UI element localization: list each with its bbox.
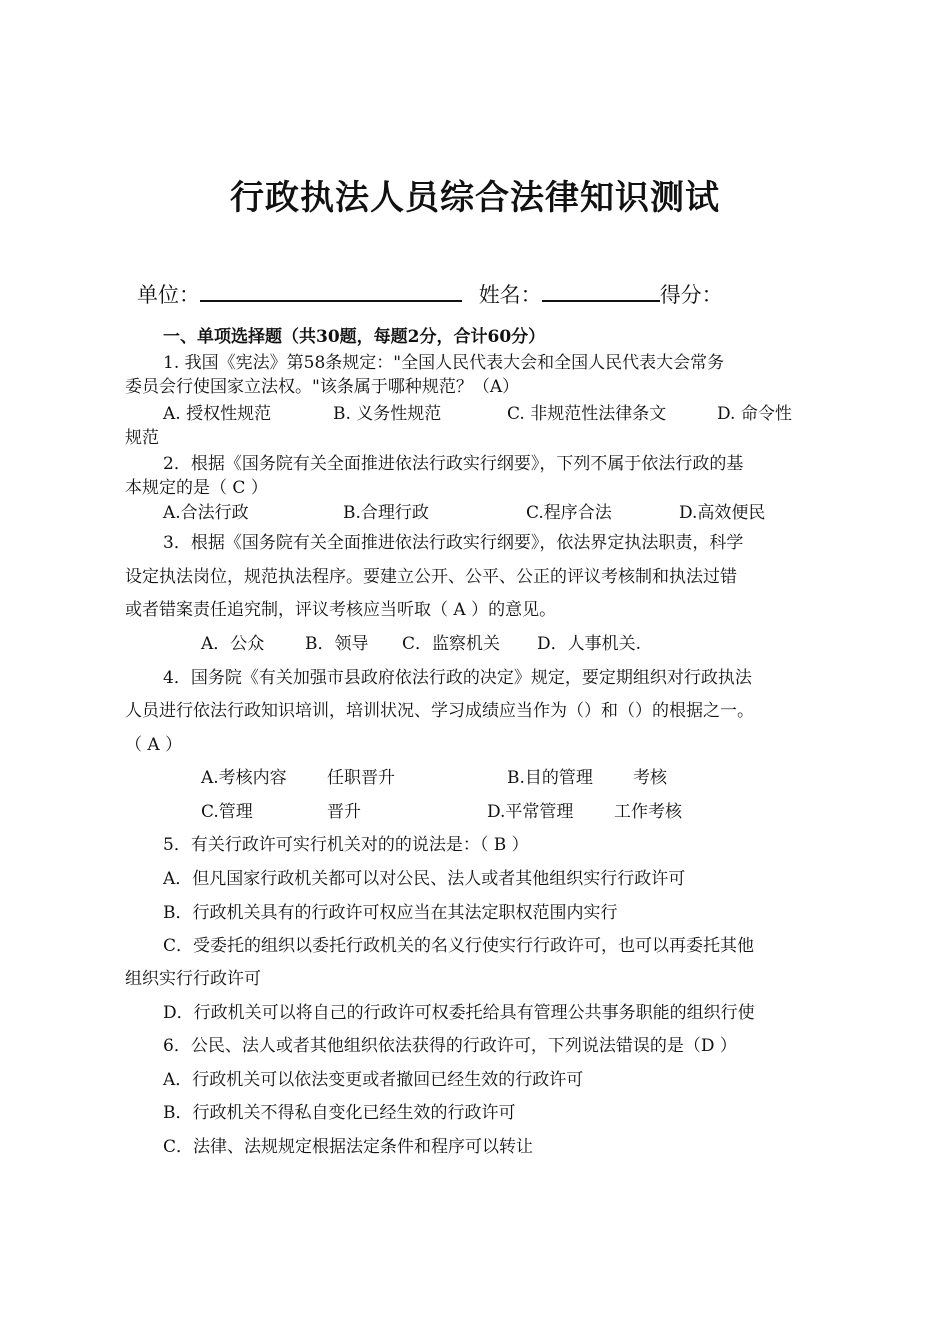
q4-option-c: C.管理: [201, 802, 253, 822]
q4-option-d-second: 工作考核: [614, 802, 682, 822]
q1-line1: 1. 我国《宪法》第58条规定："全国人民代表大会和全国人民代表大会常务: [163, 353, 725, 373]
q4-option-d: D.平常管理: [487, 802, 574, 822]
q5-option-c-wrap: 组织实行行政许可: [125, 969, 261, 989]
q2-option-c: C.程序合法: [526, 503, 612, 523]
q1-line2: 委员会行使国家立法权。"该条属于哪种规范？（A）: [125, 377, 520, 397]
q5-option-b: B．行政机关具有的行政许可权应当在其法定职权范围内实行: [163, 903, 618, 923]
q2-option-b: B.合理行政: [343, 503, 429, 523]
q1-option-d: D. 命令性: [717, 404, 792, 424]
q4-line2: 人员进行依法行政知识培训，培训状况、学习成绩应当作为（）和（）的根据之一。: [125, 701, 754, 721]
q4-option-a-second: 任职晋升: [327, 768, 395, 788]
q3-option-a: A．公众: [201, 634, 265, 654]
q5-line1: 5．有关行政许可实行机关对的的说法是：（ B ）: [163, 835, 529, 855]
q3-line1: 3．根据《国务院有关全面推进依法行政实行纲要》，依法界定执法职责，科学: [163, 533, 744, 553]
score-label: 得分：: [659, 283, 723, 307]
q3-option-d: D．人事机关.: [537, 634, 642, 654]
q2-option-d: D.高效便民: [679, 503, 766, 523]
name-blank: [542, 278, 660, 302]
q1-option-d-wrap: 规范: [125, 428, 159, 448]
q5-option-a: A．但凡国家行政机关都可以对公民、法人或者其他组织实行行政许可: [163, 869, 686, 889]
q4-option-a: A.考核内容: [201, 768, 287, 788]
q5-option-d: D．行政机关可以将自己的行政许可权委托给具有管理公共事务职能的组织行使: [163, 1003, 755, 1023]
q3-option-b: B．领导: [305, 634, 369, 654]
q5-option-c: C．受委托的组织以委托行政机关的名义行使实行行政许可，也可以再委托其他: [163, 936, 755, 956]
page-title: 行政执法人员综合法律知识测试: [230, 178, 720, 218]
q4-line3: （ A ）: [125, 735, 183, 755]
header-fields: [137, 278, 723, 309]
q2-line1: 2．根据《国务院有关全面推进依法行政实行纲要》，下列不属于依法行政的基: [163, 454, 744, 474]
name-label: 姓名：: [478, 283, 542, 307]
q6-option-c: C．法律、法规规定根据法定条件和程序可以转让: [163, 1137, 534, 1157]
unit-blank: [200, 278, 462, 302]
q4-line1: 4．国务院《有关加强市县政府依法行政的决定》规定，要定期组织对行政执法: [163, 668, 752, 688]
q4-option-b: B.目的管理: [507, 768, 593, 788]
q6-option-a: A．行政机关可以依法变更或者撤回已经生效的行政许可: [163, 1070, 584, 1090]
q3-line2: 设定执法岗位，规范执法程序。要建立公开、公平、公正的评议考核制和执法过错: [125, 567, 737, 587]
q1-option-a: A. 授权性规范: [163, 404, 272, 424]
q6-option-b: B．行政机关不得私自变化已经生效的行政许可: [163, 1103, 516, 1123]
q3-option-c: C．监察机关: [402, 634, 501, 654]
q6-line1: 6．公民、法人或者其他组织依法获得的行政许可，下列说法错误的是（D ）: [163, 1036, 737, 1056]
section-heading: 一、单项选择题（共30题，每题2分，合计60分）: [163, 327, 546, 347]
q4-option-c-second: 晋升: [327, 802, 361, 822]
q1-option-c: C. 非规范性法律条文: [507, 404, 667, 424]
q1-option-b: B. 义务性规范: [333, 404, 442, 424]
q3-line3: 或者错案责任追究制，评议考核应当听取（ A ）的意见。: [125, 600, 557, 620]
q2-option-a: A.合法行政: [163, 503, 249, 523]
unit-label: 单位：: [137, 283, 200, 307]
q4-option-b-second: 考核: [633, 768, 667, 788]
q2-line2: 本规定的是（ C ）: [125, 478, 268, 498]
